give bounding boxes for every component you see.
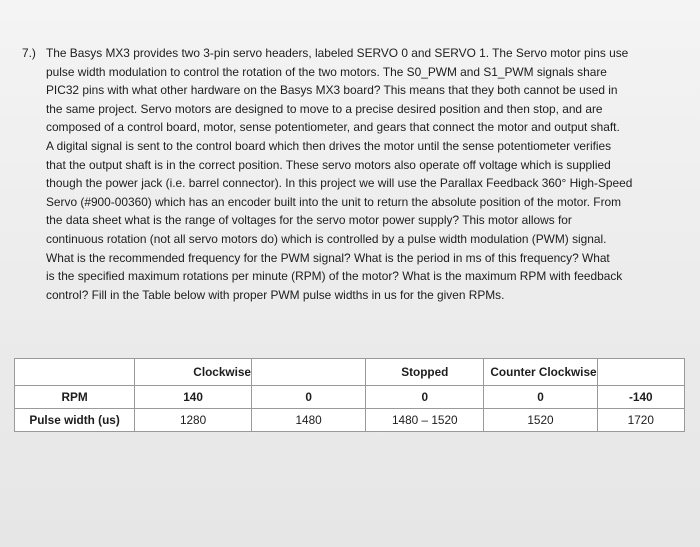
table-header-cell <box>252 359 366 386</box>
problem-number: 7.) <box>22 46 36 60</box>
problem-line: control? Fill in the Table below with proper PWM pulse widths in us for the given RPMs. <box>46 287 505 302</box>
table-header-cell <box>15 359 135 386</box>
table-cell: 1480 <box>252 409 366 432</box>
problem-line: A digital signal is sent to the control board which then drives the motor until the sense potentiometer verifies <box>46 138 612 153</box>
problem-text <box>46 44 682 304</box>
table-cell: RPM <box>15 386 135 409</box>
table-cell: -140 <box>597 386 684 409</box>
problem-line: is the specified maximum rotations per minute (RPM) of the motor? What is the maximum RPM with feedback <box>46 269 623 284</box>
problem-line: the same project. Servo motors are designed to move to a precise desired position and then stop, and are <box>46 101 603 116</box>
problem-7 <box>22 44 682 304</box>
pwm-table <box>14 358 685 432</box>
problem-line: though the power jack (i.e. barrel connector). In this project we will use the Parallax Feedback 360° High-Speed <box>46 176 633 191</box>
table-cell: 1520 <box>484 409 597 432</box>
table-header-cell: Counter Clockwise <box>484 359 597 386</box>
table-header-cell: Stopped <box>366 359 484 386</box>
problem-line: What is the recommended frequency for the PWM signal? What is the period in ms of this frequency? What <box>46 250 610 265</box>
table-header-cell: Clockwise <box>135 359 252 386</box>
table-row <box>15 409 685 432</box>
table-cell: 0 <box>484 386 597 409</box>
table-cell: 1280 <box>135 409 252 432</box>
problem-line: Servo (#900-00360) which has an encoder built into the unit to return the absolute position of the motor. From <box>46 194 622 209</box>
table-cell: 1720 <box>597 409 684 432</box>
problem-line: pulse width modulation to control the rotation of the two motors. The S0_PWM and S1_PWM signals share <box>46 64 607 79</box>
table-header-cell <box>597 359 684 386</box>
problem-line: the data sheet what is the range of voltages for the servo motor power supply? This motor allows for <box>46 213 572 228</box>
problem-line: PIC32 pins with what other hardware on the Basys MX3 board? This means that they both cannot be used in <box>46 83 618 98</box>
problem-line: that the output shaft is in the correct position. These servo motors also operate off voltage which is supplied <box>46 157 611 172</box>
problem-line: composed of a control board, motor, sense potentiometer, and gears that connect the motor and output shaft. <box>46 120 620 135</box>
table-header-row <box>15 359 685 386</box>
table-row <box>15 386 685 409</box>
table-cell: 0 <box>252 386 366 409</box>
table-cell: 1480 – 1520 <box>366 409 484 432</box>
table-cell: 0 <box>366 386 484 409</box>
table-cell: 140 <box>135 386 252 409</box>
problem-line: The Basys MX3 provides two 3-pin servo headers, labeled SERVO 0 and SERVO 1. The Servo motor pins use <box>46 46 629 60</box>
table-cell: Pulse width (us) <box>15 409 135 432</box>
problem-line: continuous rotation (not all servo motors do) which is controlled by a pulse width modulation (PWM) signal. <box>46 231 607 246</box>
